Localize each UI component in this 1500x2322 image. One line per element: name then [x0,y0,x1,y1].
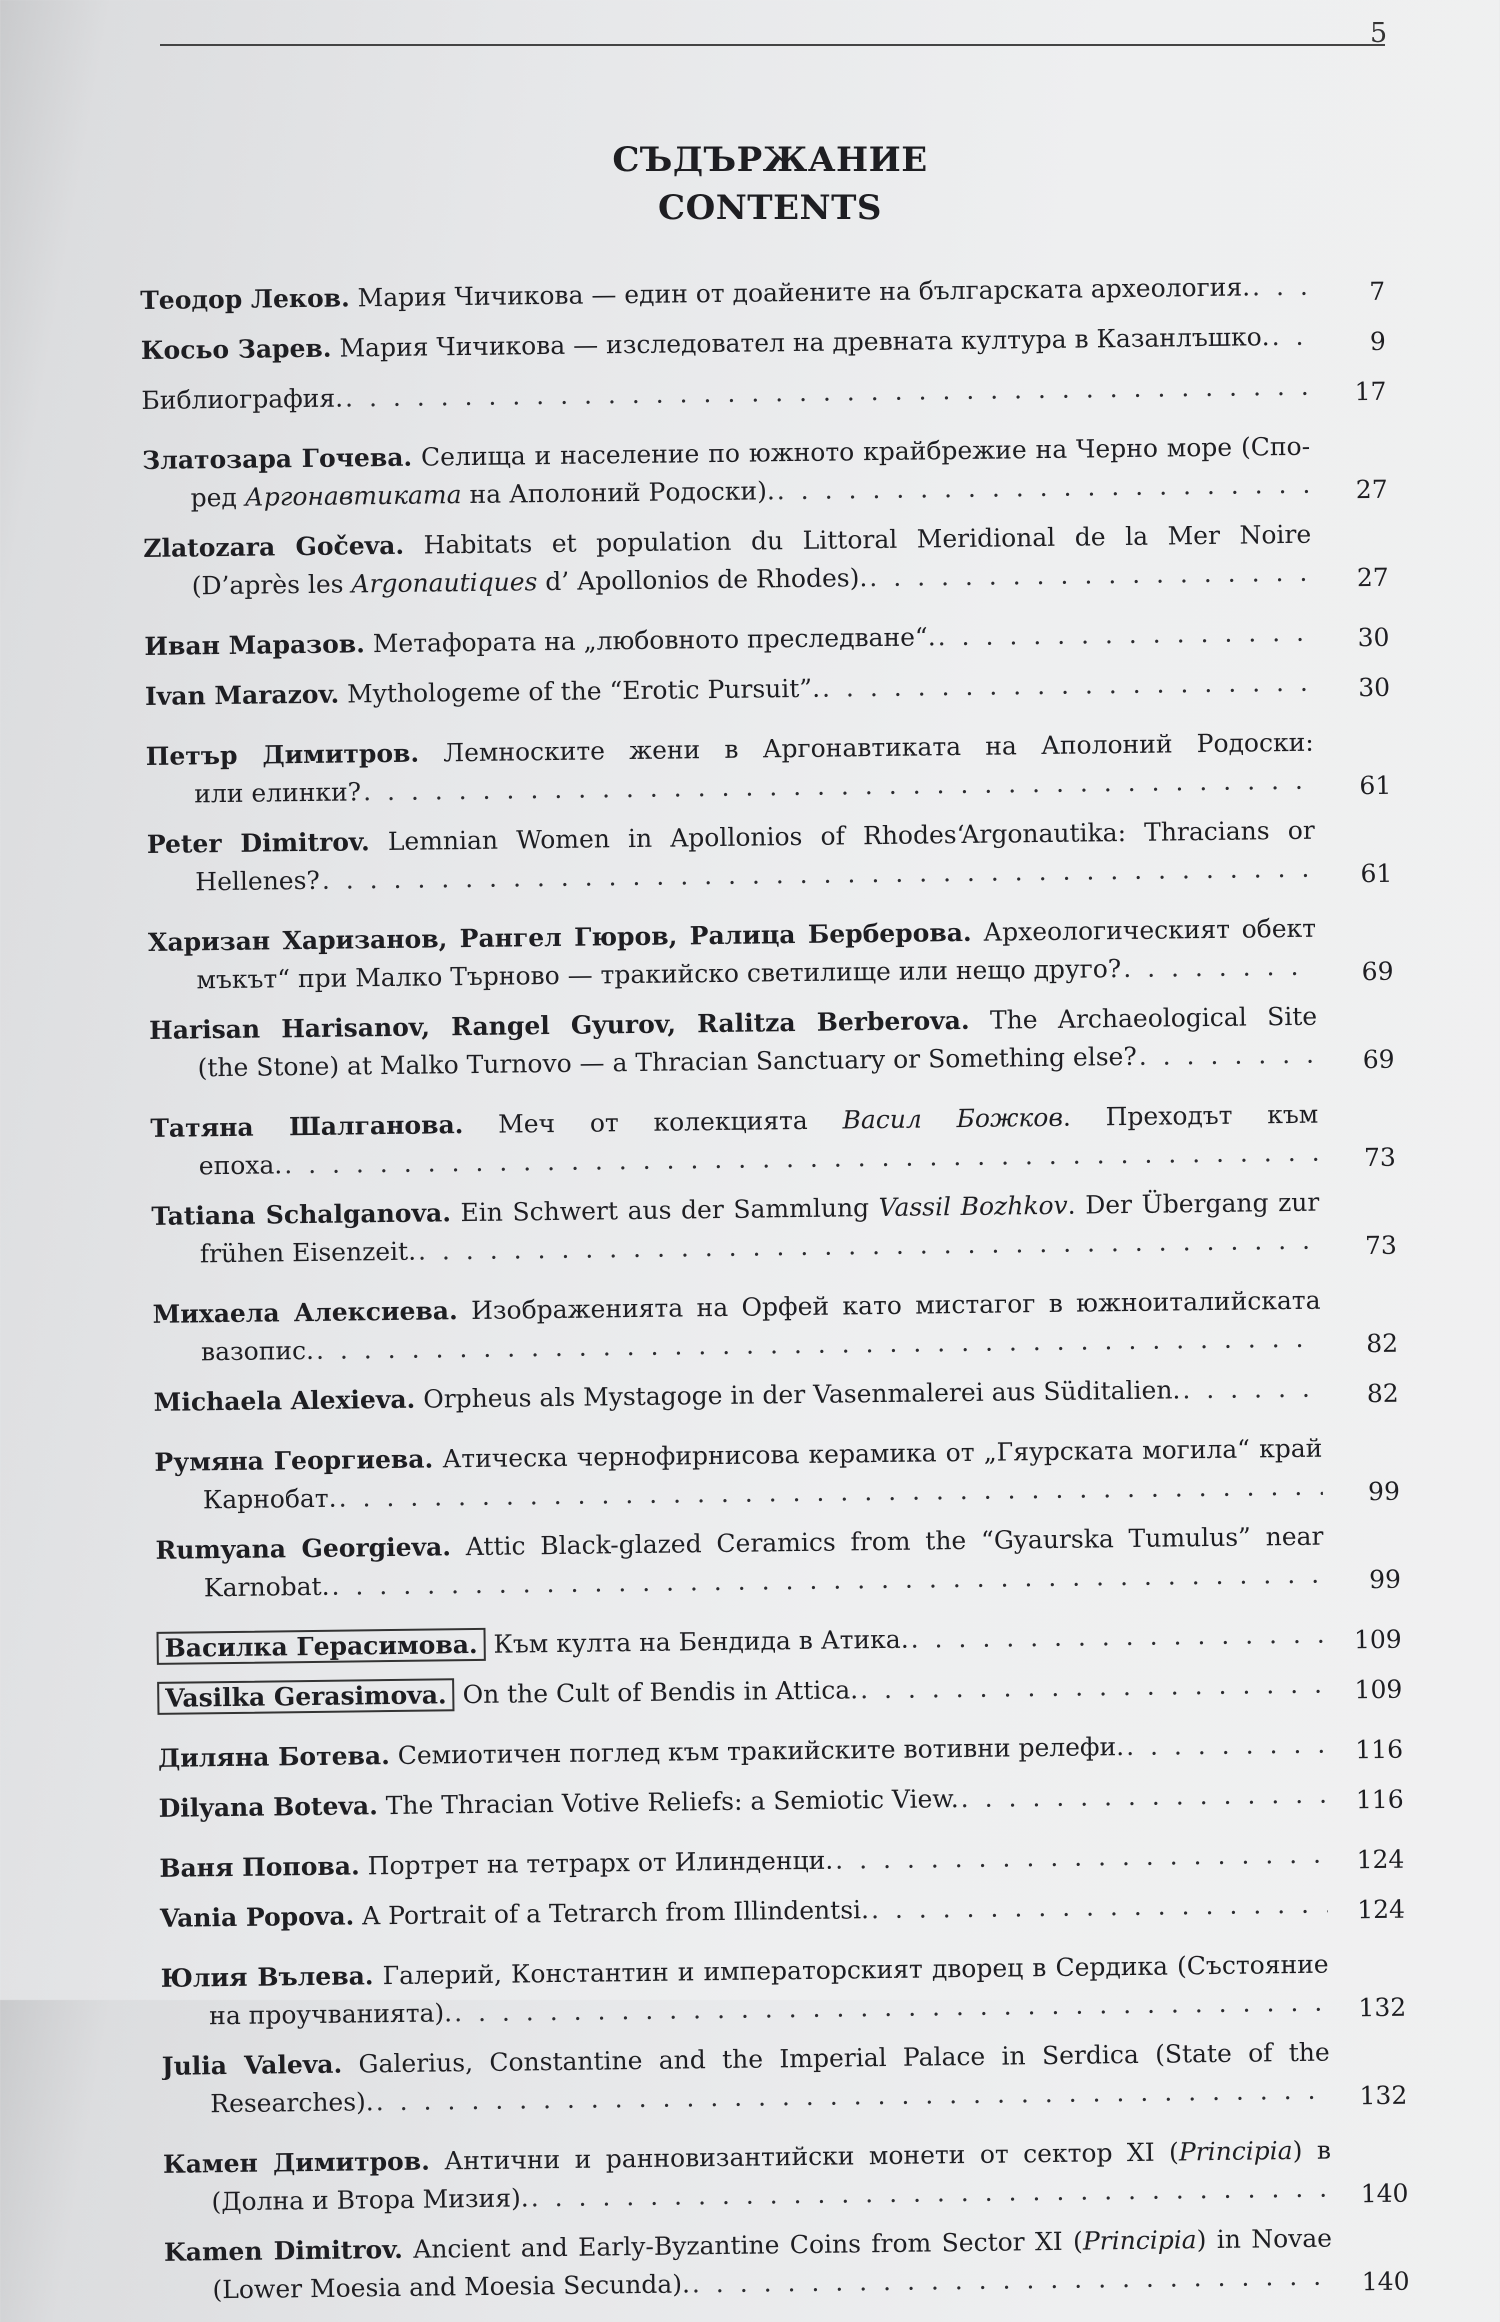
toc-author: Michaela Alexieva. [153,1384,416,1417]
toc-title-italic: Principia [1178,2136,1293,2167]
toc-title-text: d’ Apollonios de Rhodes). [537,563,868,597]
toc-title-text: Антични и ранновизантийски монети от сектор XI ( [444,2137,1180,2176]
toc-entry [144,613,1389,666]
toc-title-text: Orpheus als Mystagoge in der Vasenmalerei aus Süditalien. [423,1375,1181,1414]
toc-entry [146,723,1392,814]
toc-author: Ваня Попова. [159,1851,360,1883]
toc-title-text: Карнобат. [202,1483,337,1515]
dot-leader [822,664,1313,708]
toc-title-italic: Васил Божков [842,1102,1064,1135]
toc-entry [156,1615,1401,1668]
dot-leader [960,1776,1326,1818]
toc-line [144,613,1389,666]
toc-page-number: 17 [1354,376,1387,407]
toc-title-text: Библиография. [141,383,344,415]
toc-author: Михаела Алексиева. [152,1296,458,1329]
toc-page-number: 82 [1366,1378,1399,1409]
toc-author: Julia Valeva. [161,2049,343,2081]
toc-line [141,317,1386,370]
toc-title-text: Attic Black-glazed Ceramics from the “Gyaurska Tumulus” near [465,1521,1324,1562]
toc-line [140,267,1385,320]
toc-author: Косьо Зарев. [140,333,332,365]
heading-english: CONTENTS [658,188,882,228]
toc-title-text: Галерий, Константин и императорският дворец в Сердика (Състояние [382,1949,1329,1991]
toc-entry [149,997,1395,1088]
toc-title-text: на проучванията). [209,1998,453,2031]
toc-title-text: Портрет на тетрарх от Илинденци. [367,1845,834,1881]
toc-title-text: Метафората на „любовното преследване“. [372,622,936,659]
toc-title-text: Атическа чернофирнисова керамика от „Гяурската могила“ край [442,1433,1323,1474]
toc-author: Zlatozara Gočeva. [143,530,405,563]
toc-line [160,1885,1405,1938]
toc-title-text: The Archaeological Site [989,1001,1318,1035]
toc-page-number: 116 [1355,1784,1404,1815]
toc-title-text: Ancient and Early-Byzantine Coins from Sector XI ( [413,2226,1084,2264]
toc-title-italic: Principia [1082,2225,1197,2256]
toc-title-text: Семиотичен поглед към тракийските вотивни релефи. [397,1732,1125,1770]
toc-entry [147,811,1393,902]
dot-leader [777,466,1311,511]
toc-title-text: вазопис. [200,1335,315,1367]
toc-title-text: The Thracian Votive Reliefs: a Semiotic View. [385,1784,959,1821]
toc-title-text: ) в [1292,2135,1332,2166]
toc-author: Tatiana Schalganova. [151,1198,452,1231]
dot-leader [1123,948,1317,988]
dot-leader [1126,1726,1326,1766]
toc-line [158,1725,1403,1778]
dot-leader [871,1886,1328,1930]
toc-author: Harisan Harisanov, Rangel Gyurov, Ralitza Berberova. [148,1005,970,1045]
toc-page-number: 30 [1357,622,1390,653]
toc-author: Татяна Шалганова. [150,1110,464,1143]
toc-page-number: 7 [1369,276,1386,306]
toc-page-number: 73 [1363,1142,1396,1173]
page-number: 5 [1370,18,1388,49]
dot-leader [835,1836,1328,1880]
toc-entry [157,1665,1402,1718]
toc-title-italic: Аргонавтиката [244,480,462,512]
toc-author: Rumyana Georgieva. [155,1532,452,1565]
toc-entry [158,1775,1403,1828]
toc-title-text: Researches). [210,2087,374,2119]
toc-author: Kamen Dimitrov. [163,2234,404,2267]
toc-author: Vania Popova. [159,1901,355,1933]
toc-entry [161,1945,1407,2036]
dot-leader [1252,268,1309,307]
toc-title-text: (the Stone) at Malko Turnovo — a Thracian Sanctuary or Something else? [197,1041,1137,1083]
toc-title-text: мъкът“ при Малко Търново — тракийско светилище или нещо друго? [196,954,1122,995]
toc-author: Юлия Вълева. [160,1961,374,1993]
toc-line [145,663,1390,716]
dot-leader [860,1666,1326,1710]
toc-page-number: 61 [1359,770,1392,801]
toc-title-text: (Долна и Втора Мизия). [211,2183,529,2217]
dot-leader [1271,318,1309,356]
toc-entry [143,515,1389,606]
toc-entry [152,1281,1398,1372]
dot-leader [692,2258,1333,2304]
toc-page-number: 109 [1353,1624,1402,1655]
toc-title-text: Мария Чичикова — един от доайените на българската археология. [357,272,1251,313]
toc-title-text: Lemnian Women in Apollonios of Rhodes‘Argonautika: Thracians or [387,815,1315,857]
toc-title-text: Galerius, Constantine and the Imperial Palace in Serdica (State of the [358,2037,1330,2079]
toc-page-number: 116 [1355,1734,1404,1765]
toc-entry [141,367,1386,420]
toc-author: Златозара Гочева. [142,442,413,475]
toc-title-text: епоха. [198,1150,283,1181]
toc-page-number: 27 [1356,562,1389,593]
toc-page-number: 132 [1359,2080,1408,2111]
toc-page-number: 27 [1355,474,1388,505]
toc-title-text: ) in Novae [1196,2223,1333,2255]
toc-page-number: 109 [1354,1674,1403,1705]
toc-page-number: 132 [1358,1992,1407,2023]
toc-title-text: Hellenes? [195,865,321,897]
toc-title-text: . Преходът към [1062,1099,1319,1132]
toc-title-text: frühen Eisenzeit. [199,1236,417,1269]
toc-title-italic: Argonautiques [351,567,538,599]
toc-author: Ivan Marazov. [144,679,340,711]
dot-leader [910,1616,1324,1659]
toc-line [156,1615,1401,1668]
toc-page-number: 82 [1366,1328,1399,1359]
toc-entry [154,1429,1400,1520]
toc-author: Dilyana Boteva. [158,1791,378,1823]
toc-line [153,1369,1398,1422]
toc-author: Петър Димитров. [145,738,420,771]
toc-entry [164,2219,1410,2310]
toc-author: Иван Маразов. [144,629,366,661]
heading-bulgarian: СЪДЪРЖАНИЕ [612,140,928,180]
toc-page-number: 69 [1361,956,1394,987]
toc-entry [160,1885,1405,1938]
toc-title-text: Karnobat. [203,1571,330,1603]
toc-title-text: Habitats et population du Littoral Meridional de la Mer Noire [423,519,1312,560]
toc-page-number: 69 [1362,1044,1395,1075]
toc-page-number: 9 [1369,326,1386,356]
toc-title-text: Селища и население по южното крайбрежие на Черно море (Спо- [420,431,1311,472]
toc-author: Харизан Харизанов, Рангел Гюров, Ралица Берберова. [147,917,972,957]
dot-leader [869,554,1312,597]
toc-author: Василка Герасимова. [156,1628,485,1665]
toc-title-text: Към култа на Бендида в Атика. [493,1624,909,1659]
toc-page-number: 140 [1360,2178,1409,2209]
toc-line [158,1775,1403,1828]
toc-entry [148,909,1394,1000]
toc-title-text: на Аполоний Родоски). [461,476,775,510]
dot-leader [1182,1370,1322,1410]
toc-title-text: A Portrait of a Tetrarch from Illindentsi. [362,1895,870,1931]
toc-entry [155,1517,1401,1608]
toc-page-number: 99 [1368,1564,1402,1595]
toc-page-number: 61 [1360,858,1393,889]
toc-title-text: Mythologeme of the “Erotic Pursuit”. [346,673,821,709]
toc-title-text: Ein Schwert aus der Sammlung [460,1193,879,1228]
toc-entry [153,1369,1398,1422]
toc-entry [158,1725,1403,1778]
toc-title-text: Мария Чичикова — изследовател на древната култура в Казанлъшко. [339,322,1270,363]
toc-title-text: ред [190,482,245,513]
toc-title-text: Лемноските жени в Аргонавтиката на Аполоний Родоски: [443,727,1314,768]
dot-leader [1139,1036,1318,1076]
toc-author: Peter Dimitrov. [146,827,370,859]
toc-author: Румяна Георгиева. [154,1444,434,1477]
toc-entry [151,1183,1397,1274]
toc-page-number: 30 [1358,672,1391,703]
toc-page-number: 124 [1356,1844,1405,1875]
toc-line [159,1835,1404,1888]
toc-page-number: 124 [1357,1894,1406,1925]
toc-title-text: или елинки? [194,777,362,809]
contents-list [140,267,1410,2322]
toc-page-number: 99 [1367,1476,1401,1507]
toc-title-text: Меч от колекцията [497,1105,843,1139]
toc-author: Диляна Ботева. [157,1741,390,1773]
dot-leader [937,614,1312,657]
toc-author: Теодор Леков. [140,283,350,315]
toc-entry [159,1835,1404,1888]
toc-entry [145,663,1390,716]
toc-page-number: 140 [1361,2266,1410,2297]
header-rule [160,44,1385,46]
toc-title-text: On the Cult of Bendis in Attica. [462,1675,859,1710]
toc-entry [141,317,1386,370]
toc-title-text: (Lower Moesia and Moesia Secunda). [212,2269,691,2305]
toc-author: Камен Димитров. [162,2146,430,2179]
toc-line [141,367,1386,420]
toc-title-text: (D’après les [191,569,352,601]
dot-leader [345,368,1310,418]
toc-entry [162,2033,1408,2124]
toc-entry [140,267,1385,320]
toc-entry [150,1095,1396,1186]
toc-author: Vasilka Gerasimova. [157,1678,455,1715]
toc-entry [142,427,1388,518]
toc-title-italic: Vassil Bozhkov [878,1190,1068,1223]
toc-title-text: Изображенията на Орфей като мистагог в южноиталийската [470,1285,1321,1326]
toc-title-text: . Der Übergang zur [1067,1187,1320,1220]
toc-line [157,1665,1402,1718]
toc-page-number: 73 [1364,1230,1398,1261]
toc-entry [163,2131,1409,2222]
toc-title-text: Археологическият обект [983,913,1317,947]
